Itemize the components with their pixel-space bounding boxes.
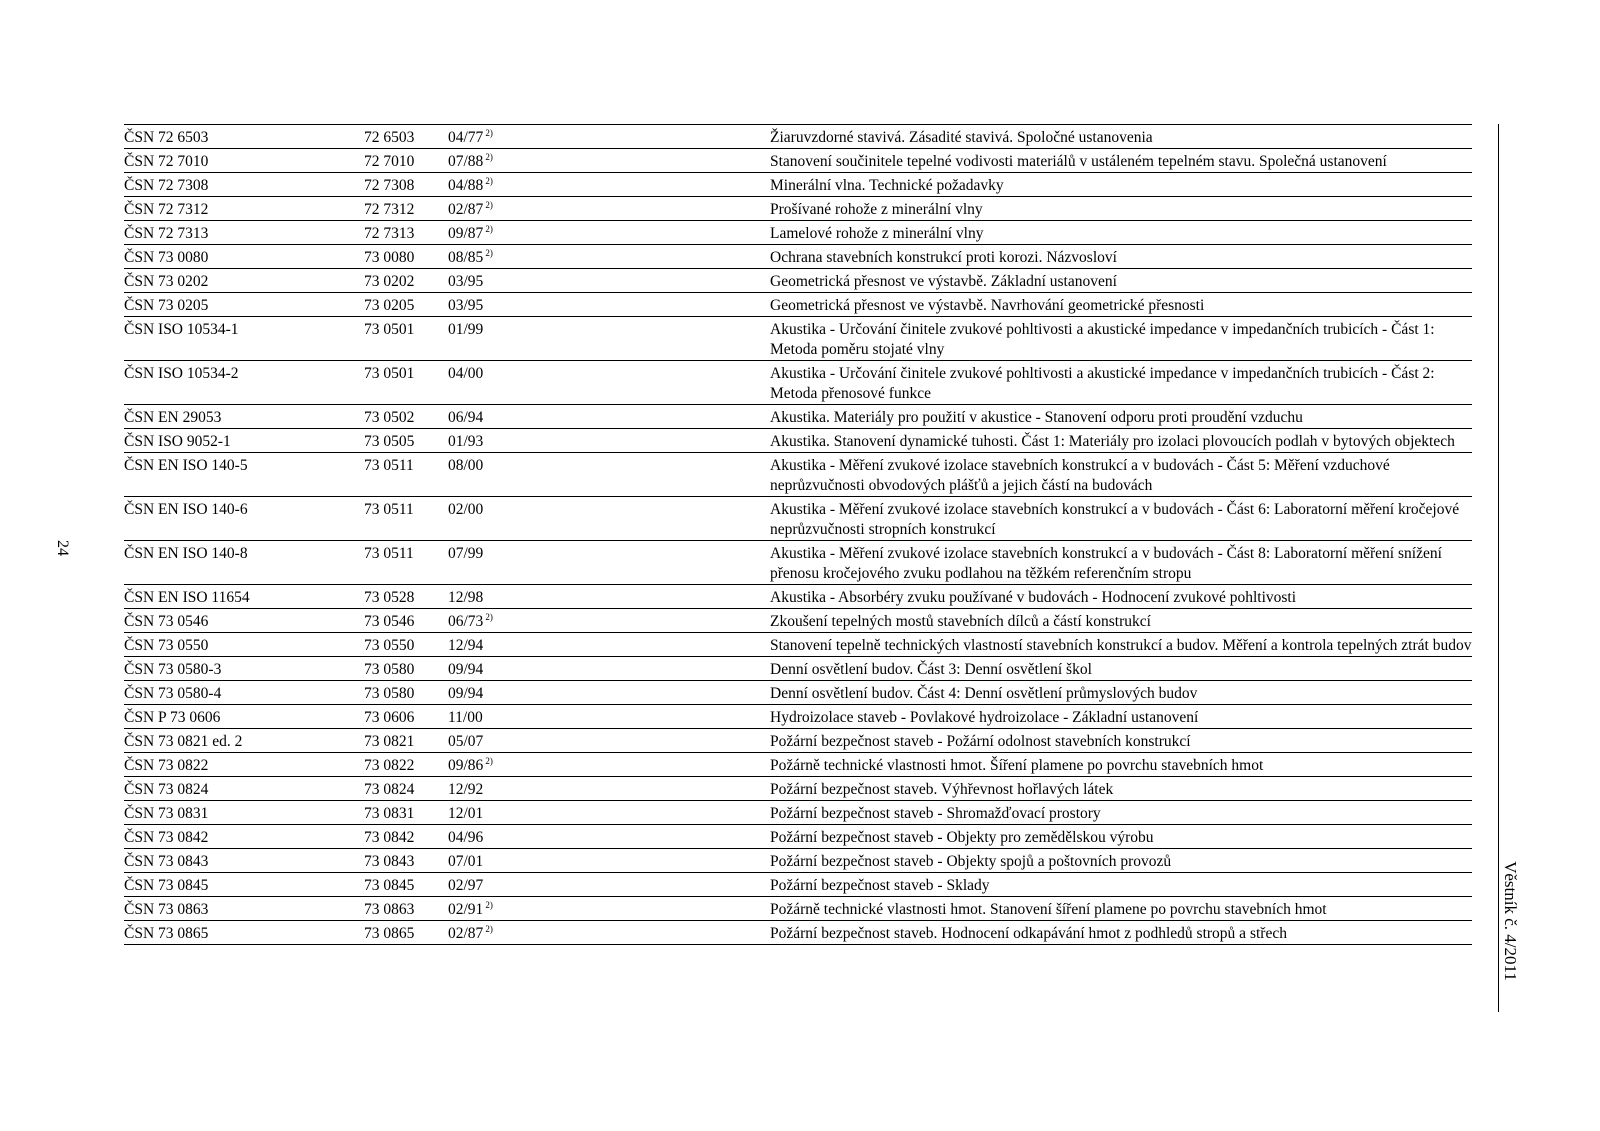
- title-cell-text: Geometrická přesnost ve výstavbě. Základní ustanovení: [770, 273, 1117, 290]
- class-code-cell: [364, 197, 448, 221]
- date-cell-text: 01/93: [448, 433, 484, 450]
- class-code-cell: [364, 125, 448, 149]
- table-row: [124, 361, 1472, 405]
- designation-cell: [124, 729, 364, 753]
- title-cell-text: Denní osvětlení budov. Část 4: Denní osvětlení průmyslových budov: [770, 685, 1198, 702]
- designation-cell: [124, 777, 364, 801]
- date-cell-text: 12/94: [448, 637, 484, 654]
- table-row: [124, 245, 1472, 269]
- class-code-cell: [364, 873, 448, 897]
- title-cell-text: Požárně technické vlastnosti hmot. Stanovení šíření plamene po povrchu stavebních hmot: [770, 901, 1327, 918]
- date-cell: [448, 293, 770, 317]
- designation-cell: [124, 221, 364, 245]
- date-cell-text: 01/99: [448, 321, 484, 338]
- footnote-marker: 2): [485, 900, 493, 910]
- designation-cell: [124, 269, 364, 293]
- class-code-cell-text: 73 0511: [364, 501, 414, 518]
- title-cell-text: Minerální vlna. Technické požadavky: [770, 177, 1004, 194]
- class-code-cell: [364, 453, 448, 497]
- table-row: [124, 873, 1472, 897]
- class-code-cell-text: 72 7312: [364, 201, 415, 218]
- date-cell-text: 08/85: [448, 249, 484, 266]
- designation-cell-text: ČSN 72 7313: [124, 225, 209, 242]
- class-code-cell-text: 73 0511: [364, 457, 414, 474]
- date-cell: [448, 921, 770, 945]
- class-code-cell: [364, 777, 448, 801]
- class-code-cell-text: 73 0501: [364, 365, 415, 382]
- designation-cell-text: ČSN 73 0202: [124, 273, 209, 290]
- table-row: [124, 125, 1472, 149]
- date-cell: [448, 849, 770, 873]
- title-cell: [770, 173, 1472, 197]
- class-code-cell: [364, 609, 448, 633]
- date-cell-text: 02/97: [448, 877, 484, 894]
- date-cell: [448, 269, 770, 293]
- class-code-cell-text: 73 0202: [364, 273, 415, 290]
- designation-cell-text: ČSN 73 0863: [124, 901, 209, 918]
- designation-cell-text: ČSN EN ISO 140-6: [124, 501, 248, 518]
- title-cell-text: Prošívané rohože z minerální vlny: [770, 201, 983, 218]
- designation-cell-text: ČSN 73 0580-4: [124, 685, 222, 702]
- table-row: [124, 609, 1472, 633]
- designation-cell-text: ČSN 73 0821 ed. 2: [124, 733, 243, 750]
- class-code-cell: [364, 269, 448, 293]
- class-code-cell-text: 73 0546: [364, 613, 415, 630]
- title-cell: [770, 197, 1472, 221]
- table-row: [124, 453, 1472, 497]
- date-cell: [448, 705, 770, 729]
- designation-cell: [124, 873, 364, 897]
- designation-cell: [124, 429, 364, 453]
- date-cell-text: 08/00: [448, 457, 484, 474]
- date-cell-text: 04/88: [448, 177, 484, 194]
- title-cell: [770, 897, 1472, 921]
- title-cell-text: Zkoušení tepelných mostů stavebních dílců a částí konstrukcí: [770, 613, 1151, 630]
- table-row: [124, 269, 1472, 293]
- date-cell-text: 02/00: [448, 501, 484, 518]
- class-code-cell: [364, 657, 448, 681]
- date-cell: [448, 729, 770, 753]
- title-cell: [770, 681, 1472, 705]
- date-cell-text: 02/87: [448, 925, 484, 942]
- designation-cell-text: ČSN 73 0842: [124, 829, 209, 846]
- title-cell-text: Požární bezpečnost staveb - Sklady: [770, 877, 990, 894]
- designation-cell-text: ČSN ISO 9052-1: [124, 433, 231, 450]
- class-code-cell-text: 72 7313: [364, 225, 415, 242]
- class-code-cell-text: 73 0580: [364, 685, 415, 702]
- side-rule: [1498, 124, 1499, 1012]
- designation-cell: [124, 245, 364, 269]
- date-cell: [448, 873, 770, 897]
- date-cell: [448, 681, 770, 705]
- designation-cell: [124, 197, 364, 221]
- footnote-marker: 2): [485, 756, 493, 766]
- class-code-cell-text: 73 0080: [364, 249, 415, 266]
- designation-cell: [124, 453, 364, 497]
- title-cell: [770, 657, 1472, 681]
- class-code-cell: [364, 173, 448, 197]
- designation-cell-text: ČSN 73 0550: [124, 637, 209, 654]
- designation-cell: [124, 657, 364, 681]
- date-cell: [448, 173, 770, 197]
- table-row: [124, 541, 1472, 585]
- date-cell-text: 11/00: [448, 709, 483, 726]
- designation-cell: [124, 849, 364, 873]
- title-cell: [770, 705, 1472, 729]
- title-cell-text: Požární bezpečnost staveb - Objekty pro zemědělskou výrobu: [770, 829, 1154, 846]
- date-cell: [448, 197, 770, 221]
- designation-cell-text: ČSN 73 0843: [124, 853, 209, 870]
- class-code-cell-text: 73 0843: [364, 853, 415, 870]
- title-cell-text: Žiaruvzdorné stavivá. Zásadité stavivá. Spoločné ustanovenia: [770, 129, 1153, 146]
- footnote-marker: 2): [485, 224, 493, 234]
- designation-cell: [124, 317, 364, 361]
- designation-cell: [124, 541, 364, 585]
- class-code-cell-text: 73 0865: [364, 925, 415, 942]
- class-code-cell: [364, 897, 448, 921]
- title-cell-text: Lamelové rohože z minerální vlny: [770, 225, 984, 242]
- date-cell-text: 07/01: [448, 853, 484, 870]
- title-cell: [770, 405, 1472, 429]
- designation-cell: [124, 609, 364, 633]
- date-cell-text: 02/87: [448, 201, 484, 218]
- date-cell: [448, 125, 770, 149]
- table-row: [124, 849, 1472, 873]
- date-cell: [448, 245, 770, 269]
- title-cell: [770, 921, 1472, 945]
- date-cell: [448, 801, 770, 825]
- designation-cell: [124, 585, 364, 609]
- standards-table-body: [124, 125, 1472, 945]
- footnote-marker: 2): [485, 152, 493, 162]
- designation-cell-text: ČSN 72 7312: [124, 201, 209, 218]
- designation-cell: [124, 361, 364, 405]
- table-row: [124, 221, 1472, 245]
- title-cell: [770, 753, 1472, 777]
- class-code-cell: [364, 585, 448, 609]
- designation-cell-text: ČSN 73 0845: [124, 877, 209, 894]
- designation-cell: [124, 125, 364, 149]
- table-row: [124, 497, 1472, 541]
- designation-cell: [124, 825, 364, 849]
- title-cell-text: Hydroizolace staveb - Povlakové hydroizolace - Základní ustanovení: [770, 709, 1199, 726]
- date-cell-text: 04/00: [448, 365, 484, 382]
- title-cell: [770, 541, 1472, 585]
- title-cell: [770, 149, 1472, 173]
- class-code-cell-text: 73 0511: [364, 545, 414, 562]
- date-cell-text: 09/94: [448, 661, 484, 678]
- title-cell: [770, 293, 1472, 317]
- class-code-cell-text: 73 0502: [364, 409, 415, 426]
- title-cell-text: Akustika. Materiály pro použití v akustice - Stanovení odporu proti proudění vzduchu: [770, 409, 1303, 426]
- title-cell: [770, 245, 1472, 269]
- date-cell-text: 03/95: [448, 297, 484, 314]
- designation-cell-text: ČSN 73 0205: [124, 297, 209, 314]
- designation-cell-text: ČSN 73 0831: [124, 805, 209, 822]
- class-code-cell: [364, 361, 448, 405]
- designation-cell-text: ČSN 72 7308: [124, 177, 209, 194]
- title-cell-text: Požárně technické vlastnosti hmot. Šíření plamene po povrchu stavebních hmot: [770, 757, 1264, 774]
- title-cell: [770, 497, 1472, 541]
- class-code-cell-text: 73 0528: [364, 589, 415, 606]
- class-code-cell: [364, 729, 448, 753]
- designation-cell-text: ČSN 73 0822: [124, 757, 209, 774]
- date-cell-text: 09/94: [448, 685, 484, 702]
- designation-cell-text: ČSN EN 29053: [124, 409, 222, 426]
- designation-cell-text: ČSN 72 7010: [124, 153, 209, 170]
- date-cell: [448, 453, 770, 497]
- date-cell: [448, 361, 770, 405]
- table-row: [124, 657, 1472, 681]
- table-row: [124, 293, 1472, 317]
- title-cell-text: Akustika - Absorbéry zvuku používané v budovách - Hodnocení zvukové pohltivosti: [770, 589, 1297, 606]
- class-code-cell-text: 72 6503: [364, 129, 415, 146]
- date-cell-text: 07/88: [448, 153, 484, 170]
- designation-cell-text: ČSN EN ISO 140-5: [124, 457, 248, 474]
- class-code-cell-text: 73 0845: [364, 877, 415, 894]
- table-row: [124, 801, 1472, 825]
- title-cell-text: Geometrická přesnost ve výstavbě. Navrhování geometrické přesnosti: [770, 297, 1205, 314]
- date-cell-text: 07/99: [448, 545, 484, 562]
- title-cell: [770, 729, 1472, 753]
- footnote-marker: 2): [485, 924, 493, 934]
- class-code-cell: [364, 849, 448, 873]
- designation-cell: [124, 681, 364, 705]
- date-cell-text: 12/98: [448, 589, 484, 606]
- class-code-cell-text: 73 0863: [364, 901, 415, 918]
- date-cell-text: 09/87: [448, 225, 484, 242]
- title-cell-text: Stanovení tepelně technických vlastností stavebních konstrukcí a budov. Měření a kontrola tepelných ztrát budov: [770, 637, 1472, 654]
- class-code-cell-text: 73 0822: [364, 757, 415, 774]
- title-cell: [770, 429, 1472, 453]
- class-code-cell: [364, 317, 448, 361]
- title-cell: [770, 361, 1472, 405]
- table-row: [124, 173, 1472, 197]
- class-code-cell: [364, 221, 448, 245]
- title-cell: [770, 221, 1472, 245]
- designation-cell: [124, 173, 364, 197]
- title-cell-text: Požární bezpečnost staveb - Shromažďovací prostory: [770, 805, 1101, 822]
- designation-cell: [124, 705, 364, 729]
- class-code-cell-text: 73 0550: [364, 637, 415, 654]
- designation-cell-text: ČSN EN ISO 11654: [124, 589, 250, 606]
- journal-issue: Věstník č. 4/2011: [1501, 861, 1520, 981]
- designation-cell-text: ČSN 73 0546: [124, 613, 209, 630]
- date-cell: [448, 657, 770, 681]
- title-cell: [770, 317, 1472, 361]
- date-cell: [448, 429, 770, 453]
- class-code-cell: [364, 245, 448, 269]
- table-row: [124, 705, 1472, 729]
- title-cell-text: Požární bezpečnost staveb. Výhřevnost hořlavých látek: [770, 781, 1114, 798]
- date-cell-text: 04/96: [448, 829, 484, 846]
- table-row: [124, 633, 1472, 657]
- table-row: [124, 197, 1472, 221]
- designation-cell: [124, 497, 364, 541]
- title-cell-text: Denní osvětlení budov. Část 3: Denní osvětlení škol: [770, 661, 1092, 678]
- designation-cell-text: ČSN 72 6503: [124, 129, 209, 146]
- class-code-cell: [364, 149, 448, 173]
- date-cell-text: 06/94: [448, 409, 484, 426]
- table-row: [124, 429, 1472, 453]
- date-cell: [448, 825, 770, 849]
- table-row: [124, 681, 1472, 705]
- title-cell: [770, 633, 1472, 657]
- class-code-cell-text: 73 0842: [364, 829, 415, 846]
- date-cell-text: 06/73: [448, 613, 484, 630]
- table-row: [124, 729, 1472, 753]
- date-cell: [448, 633, 770, 657]
- title-cell: [770, 453, 1472, 497]
- date-cell-text: 04/77: [448, 129, 484, 146]
- title-cell: [770, 585, 1472, 609]
- title-cell-text: Ochrana stavebních konstrukcí proti korozi. Názvosloví: [770, 249, 1117, 266]
- date-cell: [448, 585, 770, 609]
- designation-cell-text: ČSN 73 0865: [124, 925, 209, 942]
- date-cell: [448, 221, 770, 245]
- class-code-cell: [364, 293, 448, 317]
- table-row: [124, 753, 1472, 777]
- class-code-cell: [364, 801, 448, 825]
- footnote-marker: 2): [485, 248, 493, 258]
- title-cell-text: Akustika. Stanovení dynamické tuhosti. Část 1: Materiály pro izolaci plovoucích podlah v bytových objektech: [770, 433, 1455, 450]
- designation-cell: [124, 921, 364, 945]
- date-cell-text: 09/86: [448, 757, 484, 774]
- class-code-cell: [364, 497, 448, 541]
- class-code-cell-text: 73 0501: [364, 321, 415, 338]
- table-row: [124, 825, 1472, 849]
- title-cell: [770, 801, 1472, 825]
- designation-cell-text: ČSN 73 0824: [124, 781, 209, 798]
- class-code-cell: [364, 681, 448, 705]
- table-row: [124, 921, 1472, 945]
- class-code-cell: [364, 633, 448, 657]
- date-cell-text: 03/95: [448, 273, 484, 290]
- footnote-marker: 2): [485, 200, 493, 210]
- class-code-cell-text: 73 0831: [364, 805, 415, 822]
- title-cell-text: Požární bezpečnost staveb. Hodnocení odkapávání hmot z podhledů stropů a střech: [770, 925, 1287, 942]
- title-cell-text: Akustika - Měření zvukové izolace stavebních konstrukcí a v budovách - Část 6: Laboratorní měření kročejové neprůzvučnosti stropních konstrukcí: [770, 501, 1460, 538]
- class-code-cell-text: 73 0824: [364, 781, 415, 798]
- date-cell-text: 05/07: [448, 733, 484, 750]
- title-cell-text: Požární bezpečnost staveb - Požární odolnost stavebních konstrukcí: [770, 733, 1191, 750]
- designation-cell: [124, 633, 364, 657]
- title-cell: [770, 269, 1472, 293]
- class-code-cell: [364, 541, 448, 585]
- title-cell-text: Akustika - Určování činitele zvukové pohltivosti a akustické impedance v impedančních trubicích - Část 1: Metoda poměru stojaté vlny: [770, 321, 1435, 358]
- class-code-cell: [364, 921, 448, 945]
- designation-cell: [124, 405, 364, 429]
- designation-cell-text: ČSN P 73 0606: [124, 709, 221, 726]
- title-cell-text: Akustika - Měření zvukové izolace stavebních konstrukcí a v budovách - Část 8: Laboratorní měření snížení přenosu kročejového zvuku podlahou na těžkém referenčním stropu: [770, 545, 1442, 582]
- title-cell-text: Požární bezpečnost staveb - Objekty spojů a poštovních provozů: [770, 853, 1172, 870]
- class-code-cell-text: 72 7010: [364, 153, 415, 170]
- footnote-marker: 2): [485, 176, 493, 186]
- table-row: [124, 405, 1472, 429]
- date-cell: [448, 405, 770, 429]
- date-cell: [448, 777, 770, 801]
- date-cell: [448, 609, 770, 633]
- class-code-cell-text: 73 0505: [364, 433, 415, 450]
- title-cell-text: Akustika - Určování činitele zvukové pohltivosti a akustické impedance v impedančních trubicích - Část 2: Metoda přenosové funkce: [770, 365, 1435, 402]
- title-cell: [770, 609, 1472, 633]
- designation-cell-text: ČSN ISO 10534-1: [124, 321, 239, 338]
- table-row: [124, 777, 1472, 801]
- designation-cell: [124, 293, 364, 317]
- title-cell: [770, 125, 1472, 149]
- class-code-cell: [364, 705, 448, 729]
- designation-cell: [124, 801, 364, 825]
- table-row: [124, 897, 1472, 921]
- title-cell: [770, 777, 1472, 801]
- table-row: [124, 585, 1472, 609]
- date-cell: [448, 497, 770, 541]
- class-code-cell: [364, 405, 448, 429]
- footnote-marker: 2): [485, 612, 493, 622]
- standards-table: [124, 124, 1472, 945]
- date-cell: [448, 541, 770, 585]
- date-cell-text: 12/01: [448, 805, 484, 822]
- class-code-cell: [364, 429, 448, 453]
- title-cell: [770, 873, 1472, 897]
- designation-cell-text: ČSN EN ISO 140-8: [124, 545, 248, 562]
- designation-cell-text: ČSN 73 0080: [124, 249, 209, 266]
- page-number: 24: [54, 540, 71, 556]
- footnote-marker: 2): [485, 128, 493, 138]
- designation-cell: [124, 149, 364, 173]
- table-row: [124, 317, 1472, 361]
- class-code-cell-text: 73 0821: [364, 733, 415, 750]
- designation-cell-text: ČSN 73 0580-3: [124, 661, 222, 678]
- date-cell-text: 12/92: [448, 781, 484, 798]
- designation-cell: [124, 753, 364, 777]
- designation-cell: [124, 897, 364, 921]
- title-cell: [770, 849, 1472, 873]
- designation-cell-text: ČSN ISO 10534-2: [124, 365, 239, 382]
- class-code-cell: [364, 825, 448, 849]
- class-code-cell-text: 73 0606: [364, 709, 415, 726]
- class-code-cell-text: 72 7308: [364, 177, 415, 194]
- date-cell-text: 02/91: [448, 901, 484, 918]
- title-cell-text: Akustika - Měření zvukové izolace stavebních konstrukcí a v budovách - Část 5: Měření vzduchové neprůzvučnosti obvodových plášťů a jejich částí na budovách: [770, 457, 1390, 494]
- date-cell: [448, 317, 770, 361]
- class-code-cell-text: 73 0205: [364, 297, 415, 314]
- class-code-cell-text: 73 0580: [364, 661, 415, 678]
- date-cell: [448, 753, 770, 777]
- date-cell: [448, 897, 770, 921]
- title-cell: [770, 825, 1472, 849]
- date-cell: [448, 149, 770, 173]
- title-cell-text: Stanovení součinitele tepelné vodivosti materiálů v ustáleném tepelném stavu. Společná ustanovení: [770, 153, 1387, 170]
- table-row: [124, 149, 1472, 173]
- class-code-cell: [364, 753, 448, 777]
